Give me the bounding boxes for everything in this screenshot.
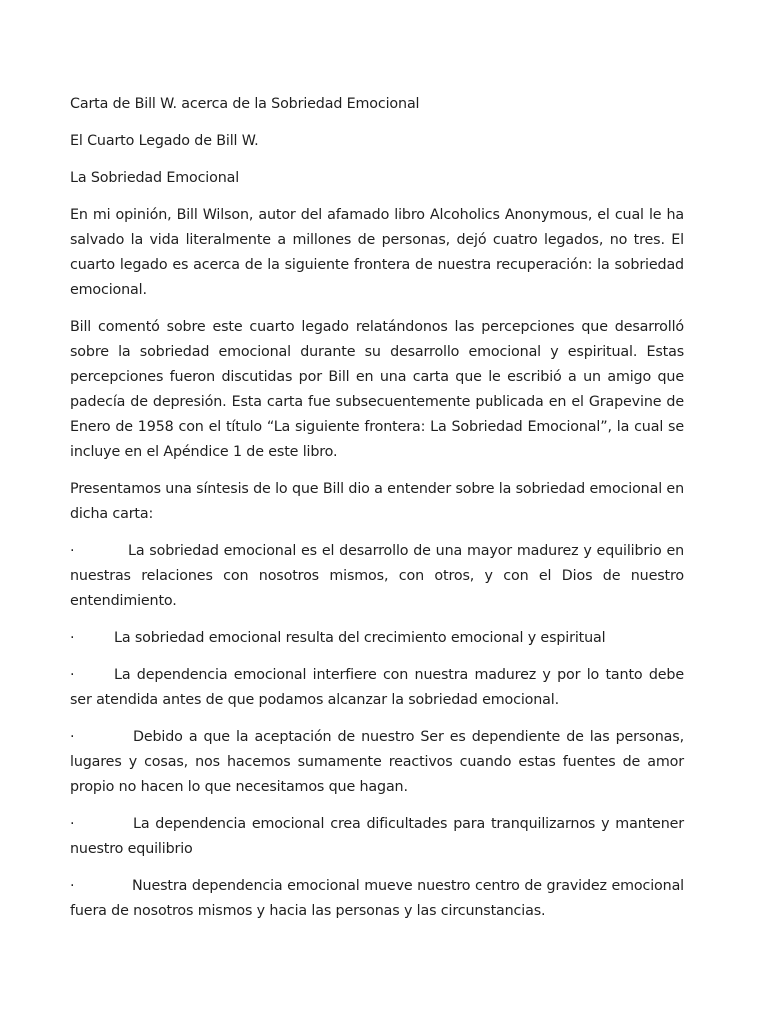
list-item-text: Debido a que la aceptación de nuestro Ser es dependiente de las personas, lugares y cosas, nos hacemos sumamente reactivos cuando estas fuentes de amor propio no hacen lo que necesitamos que hagan. [70, 729, 684, 795]
list-item: · La sobriedad emocional resulta del crecimiento emocional y espiritual [70, 630, 606, 646]
list-item: · La dependencia emocional interfiere con nuestra madurez y por lo tanto debe ser atendida antes de que podamos alcanzar la sobriedad emocional. [70, 667, 684, 708]
document-subtitle: El Cuarto Legado de Bill W. [70, 133, 259, 149]
list-item: · Debido a que la aceptación de nuestro Ser es dependiente de las personas, lugares y cosas, nos hacemos sumamente reactivos cuando estas fuentes de amor propio no hacen lo que necesitamos que hagan. [70, 729, 684, 795]
bullet-list [70, 539, 684, 924]
list-item-text: La sobriedad emocional es el desarrollo de una mayor madurez y equilibrio en nuestras relaciones con nosotros mismos, con otros, y con el Dios de nuestro entendimiento. [70, 543, 684, 609]
paragraph-letter: Bill comentó sobre este cuarto legado relatándonos las percepciones que desarrolló sobre la sobriedad emocional durante su desarrollo emocional y espiritual. Estas percepciones fueron discutidas por Bill en una carta que le escribió a un amigo que padecía de depresión. Esta carta fue subsecuentemente publicada en el Grapevine de Enero de 1958 con el título “La siguiente frontera: La Sobriedad Emocional”, la cual se incluye en el Apéndice 1 de este libro. [70, 319, 684, 460]
list-item-text: Nuestra dependencia emocional mueve nuestro centro de gravidez emocional fuera de nosotros mismos y hacia las personas y las circunstancias. [70, 878, 684, 919]
list-item-text: La dependencia emocional crea dificultades para tranquilizarnos y mantener nuestro equilibrio [70, 816, 684, 857]
list-item-text: La dependencia emocional interfiere con nuestra madurez y por lo tanto debe ser atendida antes de que podamos alcanzar la sobriedad emocional. [70, 667, 684, 708]
document-page [70, 92, 684, 936]
paragraph-synthesis: Presentamos una síntesis de lo que Bill dio a entender sobre la sobriedad emocional en dicha carta: [70, 481, 684, 522]
paragraph-intro: En mi opinión, Bill Wilson, autor del afamado libro Alcoholics Anonymous, el cual le ha salvado la vida literalmente a millones de personas, dejó cuatro legados, no tres. El cuarto legado es acerca de la siguiente frontera de nuestra recuperación: la sobriedad emocional. [70, 207, 684, 298]
list-item-text: La sobriedad emocional resulta del crecimiento emocional y espiritual [114, 630, 606, 646]
list-item: · Nuestra dependencia emocional mueve nuestro centro de gravidez emocional fuera de nosotros mismos y hacia las personas y las circunstancias. [70, 878, 684, 919]
section-heading: La Sobriedad Emocional [70, 170, 240, 186]
list-item: · La sobriedad emocional es el desarrollo de una mayor madurez y equilibrio en nuestras relaciones con nosotros mismos, con otros, y con el Dios de nuestro entendimiento. [70, 543, 684, 609]
document-title: Carta de Bill W. acerca de la Sobriedad Emocional [70, 96, 420, 112]
list-item: · La dependencia emocional crea dificultades para tranquilizarnos y mantener nuestro equilibrio [70, 816, 684, 857]
